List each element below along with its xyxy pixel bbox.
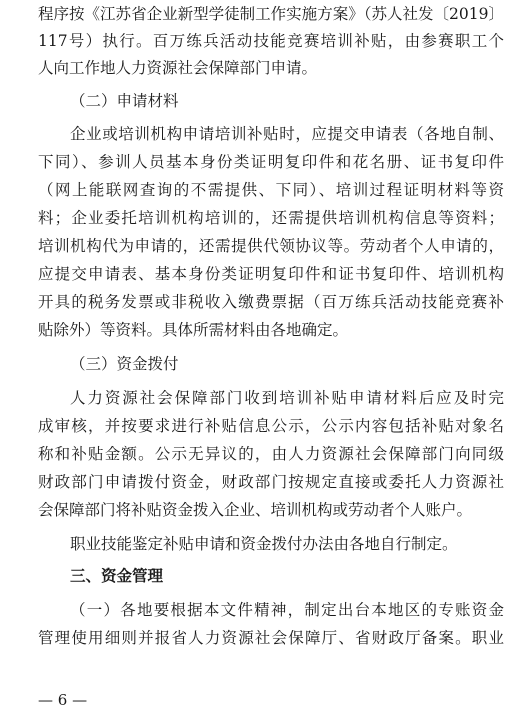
body-line: 117号）执行。百万练兵活动技能竞赛培训补贴，由参赛职工个 xyxy=(38,32,504,50)
page-number: — 6 — xyxy=(38,691,88,709)
body-line: （网上能联网查询的不需提供、下同）、培训过程证明材料等资 xyxy=(38,181,504,199)
body-line: 料；企业委托培训机构培训的，还需提供培训机构信息等资料； xyxy=(38,209,504,227)
body-line: 开具的税务发票或非税收入缴费票据（百万练兵活动技能竞赛补 xyxy=(38,293,504,311)
body-line: 成审核，并按要求进行补贴信息公示，公示内容包括补贴对象名 xyxy=(38,417,504,435)
body-line: 贴除外）等资料。具体所需材料由各地确定。 xyxy=(38,321,349,339)
section-heading-fund-disbursement: （三）资金拨付 xyxy=(70,355,179,373)
paragraph-first-line: （一）各地要根据本文件精神，制定出台本地区的专账资金 xyxy=(70,601,504,619)
paragraph-first-line: 人力资源社会保障部门收到培训补贴申请材料后应及时完 xyxy=(70,389,504,407)
body-line: 程序按《江苏省企业新型学徒制工作实施方案》（苏人社发〔2019〕 xyxy=(38,5,504,23)
body-line: 人向工作地人力资源社会保障部门申请。 xyxy=(38,59,318,77)
body-line: 称和补贴金额。公示无异议的，由人力资源社会保障部门向同级 xyxy=(38,445,504,463)
body-line: 财政部门申请拨付资金，财政部门按规定直接或委托人力资源社 xyxy=(38,473,504,491)
paragraph-first-line: 职业技能鉴定补贴申请和资金拨付办法由各地自行制定。 xyxy=(70,535,458,553)
body-line: 培训机构代为申请的，还需提供代领协议等。劳动者个人申请的， xyxy=(38,237,504,255)
body-line: 管理使用细则并报省人力资源社会保障厅、省财政厅备案。职业 xyxy=(38,629,504,647)
paragraph-first-line: 企业或培训机构申请培训补贴时，应提交申请表（各地自制、 xyxy=(70,125,504,143)
body-line: 下同）、参训人员基本身份类证明复印件和花名册、证书复印件 xyxy=(38,153,504,171)
body-line: 会保障部门将补贴资金拨入企业、培训机构或劳动者个人账户。 xyxy=(38,501,473,519)
section-heading-application-materials: （二）申请材料 xyxy=(70,92,179,110)
section-heading-fund-management: 三、资金管理 xyxy=(70,567,164,585)
body-line: 应提交申请表、基本身份类证明复印件和证书复印件、培训机构 xyxy=(38,265,504,283)
